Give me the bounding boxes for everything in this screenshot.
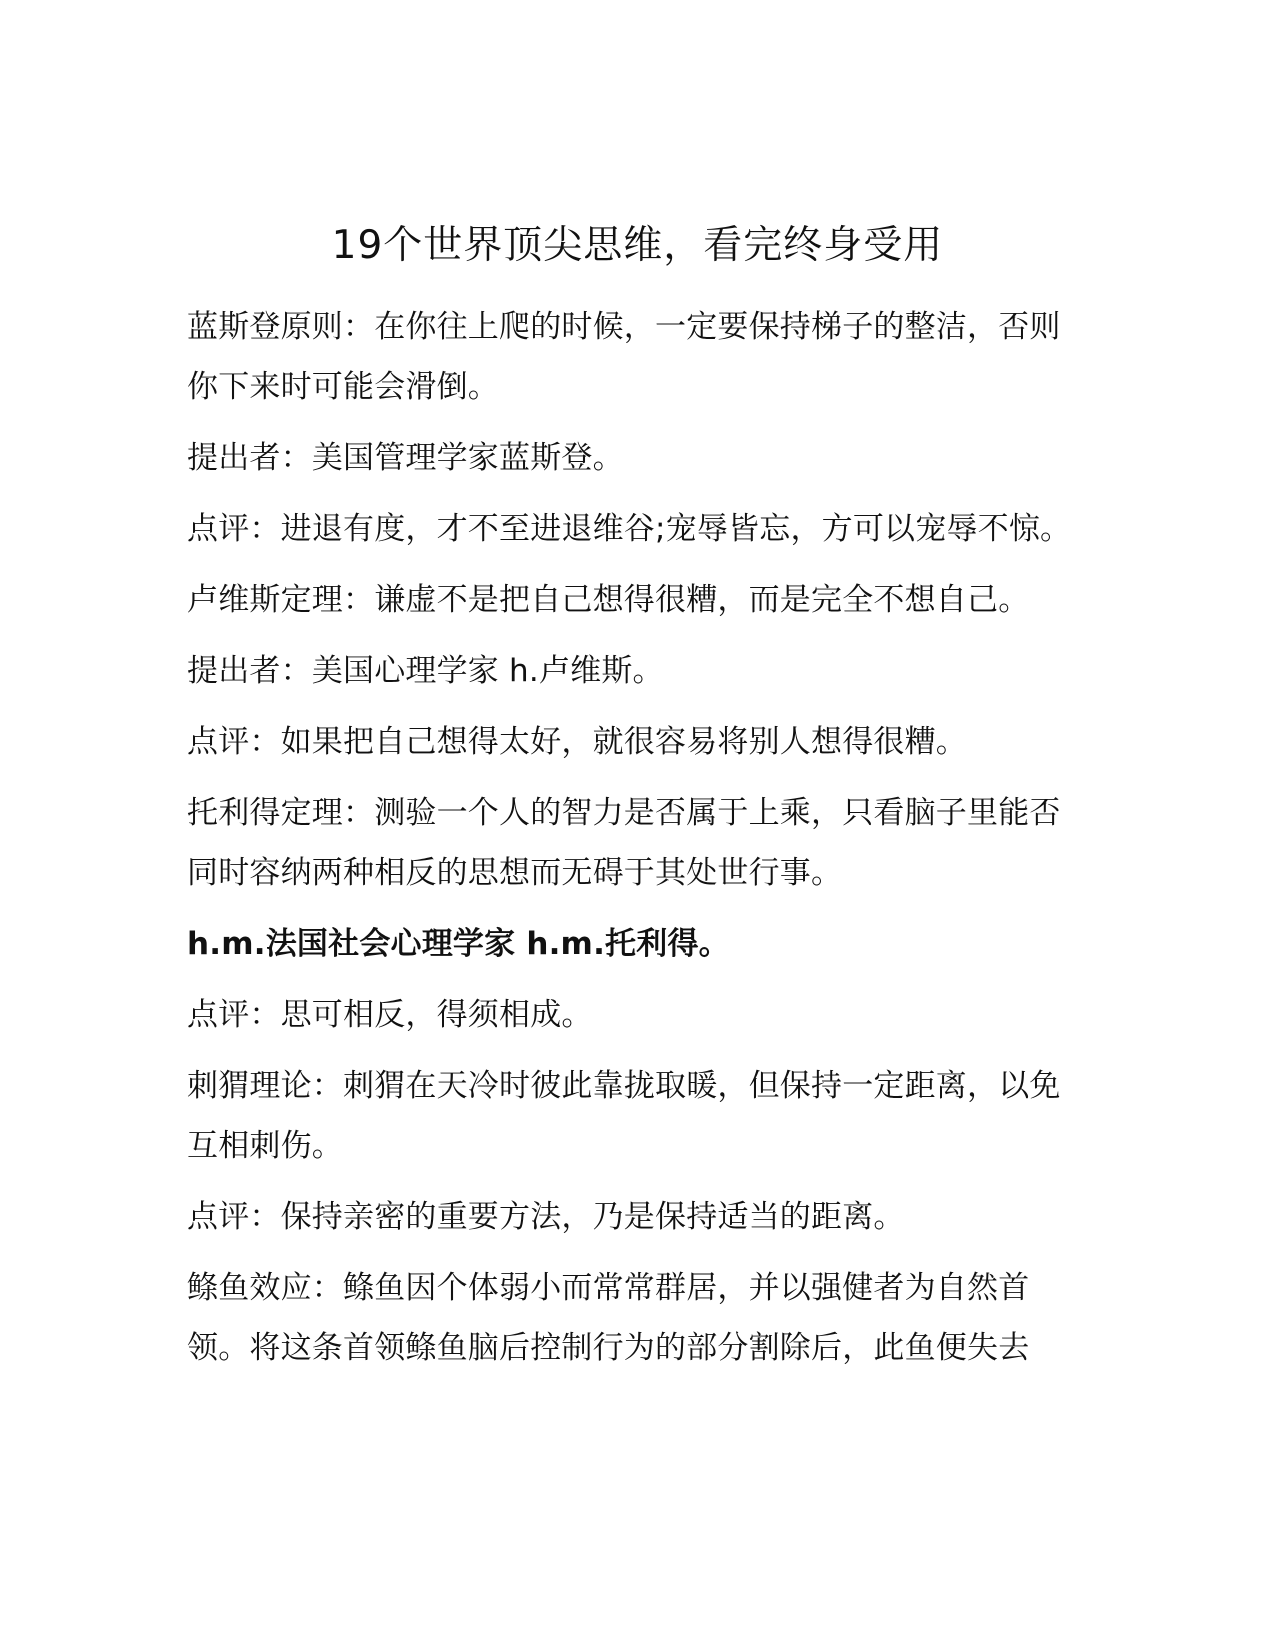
paragraph-hedgehog-theory: 刺猬理论：刺猬在天冷时彼此靠拢取暖，但保持一定距离，以免互相刺伤。 bbox=[187, 1068, 1061, 1164]
paragraph-tuolide-theorem: 托利得定理：测验一个人的智力是否属于上乘，只看脑子里能否同时容纳两种相反的思想而无碍于其处世行事。 bbox=[187, 795, 1061, 891]
paragraph-lansideng-proposer: 提出者：美国管理学家蓝斯登。 bbox=[187, 440, 624, 476]
document-body bbox=[187, 297, 1087, 1389]
paragraph-tuolide-comment: 点评：思可相反，得须相成。 bbox=[187, 997, 593, 1033]
paragraph-luweisi-proposer: 提出者：美国心理学家 h.卢维斯。 bbox=[187, 653, 664, 689]
paragraph-luweisi-comment: 点评：如果把自己想得太好，就很容易将别人想得很糟。 bbox=[187, 724, 967, 760]
paragraph-lansideng-comment: 点评：进退有度，才不至进退维谷;宠辱皆忘，方可以宠辱不惊。 bbox=[187, 511, 1072, 547]
paragraph-minnow-effect: 鲦鱼效应：鲦鱼因个体弱小而常常群居，并以强健者为自然首领。将这条首领鲦鱼脑后控制行为的部分割除后，此鱼便失去 bbox=[187, 1270, 1030, 1366]
paragraph-hedgehog-comment: 点评：保持亲密的重要方法，乃是保持适当的距离。 bbox=[187, 1199, 905, 1235]
paragraph-luweisi-theorem: 卢维斯定理：谦虚不是把自己想得很糟，而是完全不想自己。 bbox=[187, 582, 1030, 618]
paragraph-lansideng-principle: 蓝斯登原则：在你往上爬的时候，一定要保持梯子的整洁，否则你下来时可能会滑倒。 bbox=[187, 309, 1061, 405]
paragraph-tuolide-proposer: h.m.法国社会心理学家 h.m.托利得。 bbox=[187, 926, 730, 962]
document-title: 19个世界顶尖思维，看完终身受用 bbox=[331, 223, 944, 268]
